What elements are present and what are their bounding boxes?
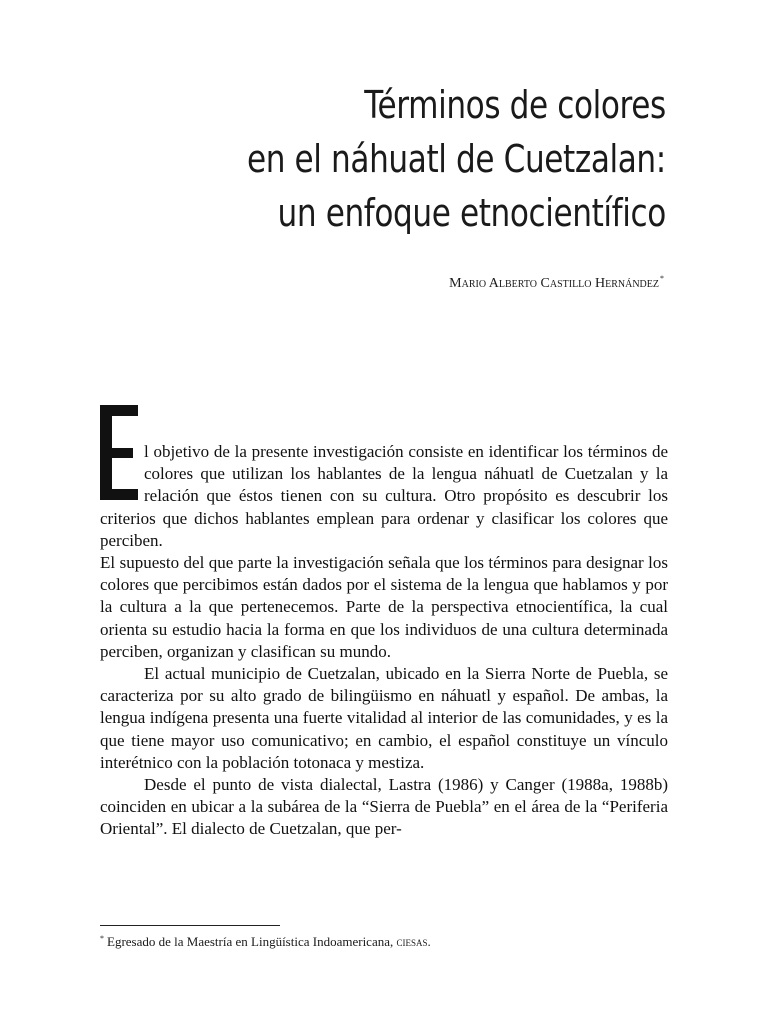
author-byline [449,274,664,292]
paragraph-1-text: l objetivo de la presente investigación consiste en identificar los términos de colores que utilizan los hablantes de la lengua náhuatl de Cuetzalan y la relación que éstos tienen con su cultura. Otro propósito es descubrir los criterios que dichos hablantes emplean para ordenar y clasificar los colores que perciben. [100,442,668,550]
footnote-mark: * [100,934,104,943]
author-footnote-mark: * [660,274,664,283]
drop-cap-glyph [100,405,142,500]
paragraph-3: El actual municipio de Cuetzalan, ubicado en la Sierra Norte de Puebla, se caracteriza por su alto grado de bilingüismo en náhuatl y español. De ambas, la lengua indígena presenta una fuerte vitalidad al interior de las comunidades, y es la que tiene mayor uso comunicativo; en cambio, el español constituye un vínculo interétnico con la población totonaca y mestiza. [100,664,668,772]
footnote-institution: ciesas [396,934,428,949]
footnote [100,934,431,950]
drop-cap [100,405,142,500]
footnote-text: Egresado de la Maestría en Lingüística Indoamericana, [107,934,397,949]
paragraph-4: Desde el punto de vista dialectal, Lastra (1986) y Canger (1988a, 1988b) coinciden en ubicar a la subárea de la “Sierra de Puebla” en el área de la “Periferia Oriental”. El dialecto de Cuetzalan, que per- [100,775,668,839]
paragraph-2: El supuesto del que parte la investigación señala que los términos para designar los colores que percibimos están dados por el sistema de la lengua que hablamos y por la cultura a la que pertenecemos. Parte de la perspectiva etnocientífica, la cual orienta su estudio hacia la forma en que los individuos de una cultura determinada perciben, organizan y clasifican su mundo. [100,553,668,661]
footnote-divider [100,925,280,926]
article-title [247,78,666,240]
paragraph-1 [100,441,668,552]
title-line-3: un enfoque etnocientífico [277,191,666,235]
title-line-2: en el náhuatl de Cuetzalan: [247,137,666,181]
article-body [100,441,668,841]
title-line-1: Términos de colores [364,83,666,127]
author-name: Mario Alberto Castillo Hernández [449,276,659,291]
footnote-end: . [427,934,431,949]
